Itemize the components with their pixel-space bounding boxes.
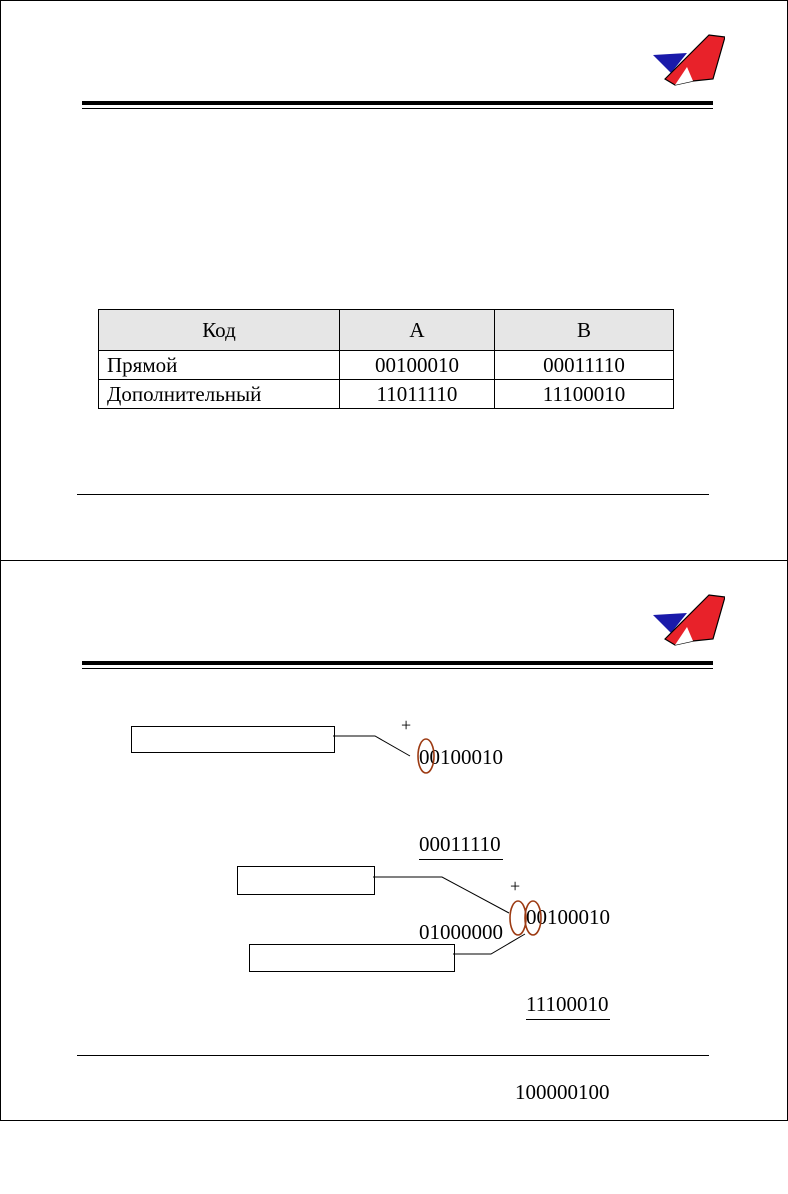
header-rule-thin (82, 108, 713, 109)
slide-2 (0, 560, 788, 1121)
highlight-circle (510, 901, 526, 935)
sum-result: 01000000 (419, 920, 503, 944)
logo-icon (651, 33, 725, 87)
row-name: Дополнительный (99, 380, 340, 409)
operand-b: 11100010 (526, 990, 610, 1020)
row-b: 11100010 (495, 380, 674, 409)
footer-rule (77, 1055, 709, 1056)
leader-lines (1, 561, 787, 1120)
row-a: 11011110 (340, 380, 495, 409)
codes-table (98, 309, 674, 409)
row-a: 00100010 (340, 351, 495, 380)
plus-sign: + (510, 876, 521, 896)
header-rule (82, 101, 713, 105)
highlight-circle (525, 901, 541, 935)
operand-b: 00011110 (419, 830, 503, 860)
sum-result: 100000100 (515, 1080, 610, 1104)
slide-1 (0, 0, 788, 561)
row-name: Прямой (99, 351, 340, 380)
table-row (99, 380, 674, 409)
operand-a: 00100010 (526, 905, 610, 929)
row-b: 00011110 (495, 351, 674, 380)
footer-rule (77, 494, 709, 495)
table-row (99, 351, 674, 380)
highlight-circle (418, 739, 434, 773)
header-a: A (340, 310, 495, 351)
operand-a: 00100010 (419, 745, 503, 769)
header-b: B (495, 310, 674, 351)
header-code: Код (99, 310, 340, 351)
plus-sign: + (401, 715, 412, 735)
table-header-row (99, 310, 674, 351)
